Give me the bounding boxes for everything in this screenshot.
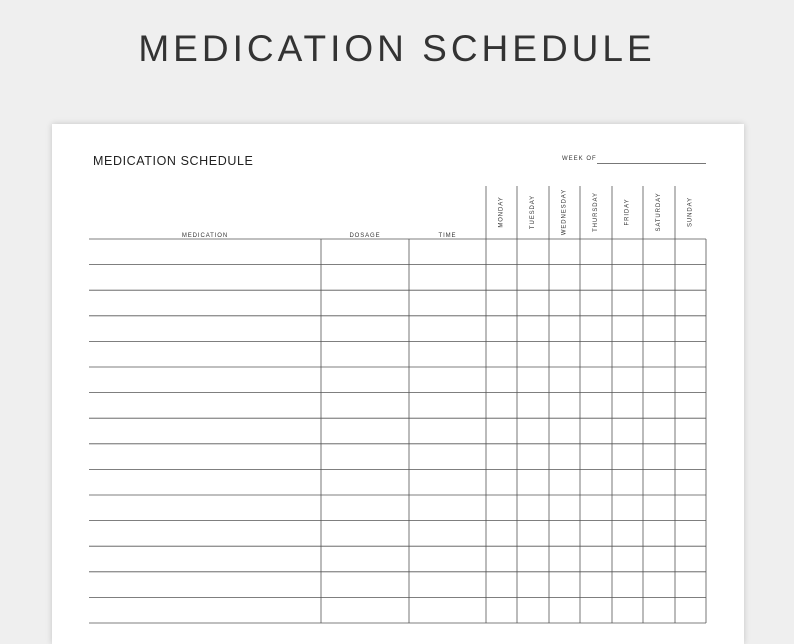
table-cell[interactable]	[487, 265, 517, 290]
table-cell[interactable]	[518, 291, 549, 316]
table-cell[interactable]	[644, 419, 675, 444]
table-cell[interactable]	[613, 368, 643, 393]
table-cell[interactable]	[90, 342, 321, 367]
table-cell[interactable]	[581, 419, 612, 444]
table-cell[interactable]	[410, 265, 486, 290]
day-header-sunday: SUNDAY	[687, 197, 694, 227]
day-header-monday: MONDAY	[498, 196, 505, 228]
day-header-thursday: THURSDAY	[593, 192, 599, 232]
table-cell[interactable]	[550, 368, 580, 393]
table-cell[interactable]	[581, 572, 612, 597]
table-cell[interactable]	[613, 547, 643, 572]
table-cell[interactable]	[410, 316, 486, 341]
table-cell[interactable]	[581, 291, 612, 316]
table-cell[interactable]	[644, 547, 675, 572]
table-cell[interactable]	[644, 598, 675, 623]
table-cell[interactable]	[322, 342, 409, 367]
table-cell[interactable]	[322, 291, 409, 316]
table-cell[interactable]	[410, 444, 486, 469]
table-cell[interactable]	[487, 240, 517, 265]
table-cell[interactable]	[322, 598, 409, 623]
table-cell[interactable]	[676, 444, 706, 469]
table-cell[interactable]	[487, 444, 517, 469]
table-cell[interactable]	[90, 240, 321, 265]
table-cell[interactable]	[487, 547, 517, 572]
table-cell[interactable]	[90, 572, 321, 597]
table-cell[interactable]	[90, 393, 321, 418]
table-cell[interactable]	[676, 598, 706, 623]
table-cell[interactable]	[613, 240, 643, 265]
table-cell[interactable]	[644, 496, 675, 521]
table-cell[interactable]	[322, 470, 409, 495]
table-cell[interactable]	[322, 496, 409, 521]
table-cell[interactable]	[613, 393, 643, 418]
table-cell[interactable]	[90, 291, 321, 316]
table-cell[interactable]	[90, 547, 321, 572]
table-cell[interactable]	[644, 316, 675, 341]
table-cell[interactable]	[550, 419, 580, 444]
table-cell[interactable]	[487, 291, 517, 316]
schedule-sheet	[52, 124, 744, 644]
table-cell[interactable]	[322, 393, 409, 418]
table-cell[interactable]	[410, 547, 486, 572]
table-cell[interactable]	[550, 265, 580, 290]
table-cell[interactable]	[644, 521, 675, 546]
table-cell[interactable]	[550, 521, 580, 546]
table-cell[interactable]	[613, 496, 643, 521]
table-cell[interactable]	[487, 572, 517, 597]
column-header-medication: MEDICATION	[181, 233, 229, 239]
table-cell[interactable]	[550, 342, 580, 367]
table-cell[interactable]	[676, 291, 706, 316]
table-cell[interactable]	[90, 368, 321, 393]
table-cell[interactable]	[410, 368, 486, 393]
table-cell[interactable]	[410, 240, 486, 265]
table-cell[interactable]	[644, 342, 675, 367]
table-cell[interactable]	[676, 342, 706, 367]
table-cell[interactable]	[676, 316, 706, 341]
table-cell[interactable]	[581, 393, 612, 418]
column-header-time: TIME	[438, 233, 457, 239]
table-cell[interactable]	[518, 521, 549, 546]
day-header-saturday: SATURDAY	[656, 192, 662, 232]
table-cell[interactable]	[90, 496, 321, 521]
table-cell[interactable]	[90, 521, 321, 546]
table-cell[interactable]	[322, 265, 409, 290]
table-cell[interactable]	[90, 598, 321, 623]
table-cell[interactable]	[550, 393, 580, 418]
table-cell[interactable]	[487, 598, 517, 623]
table-cell[interactable]	[676, 470, 706, 495]
table-cell[interactable]	[581, 240, 612, 265]
table-cell[interactable]	[581, 368, 612, 393]
table-cell[interactable]	[644, 444, 675, 469]
table-cell[interactable]	[322, 572, 409, 597]
table-cell[interactable]	[518, 240, 549, 265]
table-cell[interactable]	[410, 521, 486, 546]
table-cell[interactable]	[676, 419, 706, 444]
table-cell[interactable]	[676, 496, 706, 521]
table-cell[interactable]	[410, 342, 486, 367]
table-cell[interactable]	[410, 496, 486, 521]
sheet-title: MEDICATION SCHEDULE	[93, 154, 254, 168]
table-cell[interactable]	[518, 496, 549, 521]
table-cell[interactable]	[550, 470, 580, 495]
day-header-tuesday: TUESDAY	[530, 194, 536, 230]
table-cell[interactable]	[644, 470, 675, 495]
table-cell[interactable]	[581, 444, 612, 469]
table-cell[interactable]	[581, 521, 612, 546]
table-cell[interactable]	[676, 547, 706, 572]
table-cell[interactable]	[676, 572, 706, 597]
table-cell[interactable]	[410, 470, 486, 495]
table-cell[interactable]	[676, 521, 706, 546]
table-cell[interactable]	[613, 316, 643, 341]
table-cell[interactable]	[550, 316, 580, 341]
table-cell[interactable]	[581, 547, 612, 572]
table-cell[interactable]	[550, 444, 580, 469]
table-cell[interactable]	[613, 598, 643, 623]
table-cell[interactable]	[550, 598, 580, 623]
table-cell[interactable]	[487, 419, 517, 444]
table-cell[interactable]	[613, 342, 643, 367]
table-cell[interactable]	[550, 291, 580, 316]
table-cell[interactable]	[518, 368, 549, 393]
table-cell[interactable]	[550, 547, 580, 572]
table-cell[interactable]	[581, 342, 612, 367]
table-cell[interactable]	[322, 316, 409, 341]
table-cell[interactable]	[644, 240, 675, 265]
day-header-wednesday: WEDNESDAY	[561, 188, 568, 236]
table-cell[interactable]	[518, 393, 549, 418]
table-cell[interactable]	[518, 265, 549, 290]
table-cell[interactable]	[410, 572, 486, 597]
table-cell[interactable]	[581, 470, 612, 495]
table-cell[interactable]	[322, 444, 409, 469]
table-cell[interactable]	[518, 419, 549, 444]
table-cell[interactable]	[613, 470, 643, 495]
table-cell[interactable]	[550, 572, 580, 597]
table-cell[interactable]	[90, 265, 321, 290]
table-cell[interactable]	[644, 368, 675, 393]
table-cell[interactable]	[613, 419, 643, 444]
table-cell[interactable]	[581, 265, 612, 290]
table-cell[interactable]	[581, 316, 612, 341]
table-cell[interactable]	[613, 265, 643, 290]
table-cell[interactable]	[550, 496, 580, 521]
table-cell[interactable]	[518, 572, 549, 597]
table-cell[interactable]	[322, 419, 409, 444]
table-cell[interactable]	[613, 572, 643, 597]
table-cell[interactable]	[487, 393, 517, 418]
table-cell[interactable]	[644, 393, 675, 418]
table-cell[interactable]	[581, 496, 612, 521]
table-cell[interactable]	[518, 470, 549, 495]
table-cell[interactable]	[90, 316, 321, 341]
table-cell[interactable]	[487, 521, 517, 546]
table-cell[interactable]	[410, 291, 486, 316]
table-cell[interactable]	[644, 265, 675, 290]
table-cell[interactable]	[322, 240, 409, 265]
table-cell[interactable]	[518, 342, 549, 367]
table-cell[interactable]	[550, 240, 580, 265]
table-cell[interactable]	[676, 393, 706, 418]
table-cell[interactable]	[410, 598, 486, 623]
table-cell[interactable]	[581, 598, 612, 623]
table-cell[interactable]	[518, 444, 549, 469]
table-cell[interactable]	[487, 496, 517, 521]
table-cell[interactable]	[518, 316, 549, 341]
table-cell[interactable]	[613, 521, 643, 546]
table-cell[interactable]	[410, 419, 486, 444]
table-cell[interactable]	[613, 444, 643, 469]
table-cell[interactable]	[518, 598, 549, 623]
table-cell[interactable]	[322, 547, 409, 572]
banner-title: MEDICATION SCHEDULE	[138, 28, 656, 69]
column-header-dosage: DOSAGE	[349, 233, 381, 239]
table-cell[interactable]	[487, 470, 517, 495]
table-cell[interactable]	[676, 240, 706, 265]
week-of-label: WEEK OF	[562, 156, 597, 162]
table-cell[interactable]	[644, 291, 675, 316]
table-cell[interactable]	[322, 368, 409, 393]
table-cell[interactable]	[487, 342, 517, 367]
table-cell[interactable]	[410, 393, 486, 418]
table-cell[interactable]	[676, 368, 706, 393]
table-cell[interactable]	[644, 572, 675, 597]
table-cell[interactable]	[322, 521, 409, 546]
table-cell[interactable]	[90, 444, 321, 469]
day-header-friday: FRIDAY	[624, 198, 631, 226]
table-cell[interactable]	[487, 316, 517, 341]
table-cell[interactable]	[518, 547, 549, 572]
schedule-table	[52, 124, 744, 644]
table-cell[interactable]	[613, 291, 643, 316]
table-cell[interactable]	[90, 419, 321, 444]
table-cell[interactable]	[90, 470, 321, 495]
table-cell[interactable]	[487, 368, 517, 393]
table-cell[interactable]	[676, 265, 706, 290]
